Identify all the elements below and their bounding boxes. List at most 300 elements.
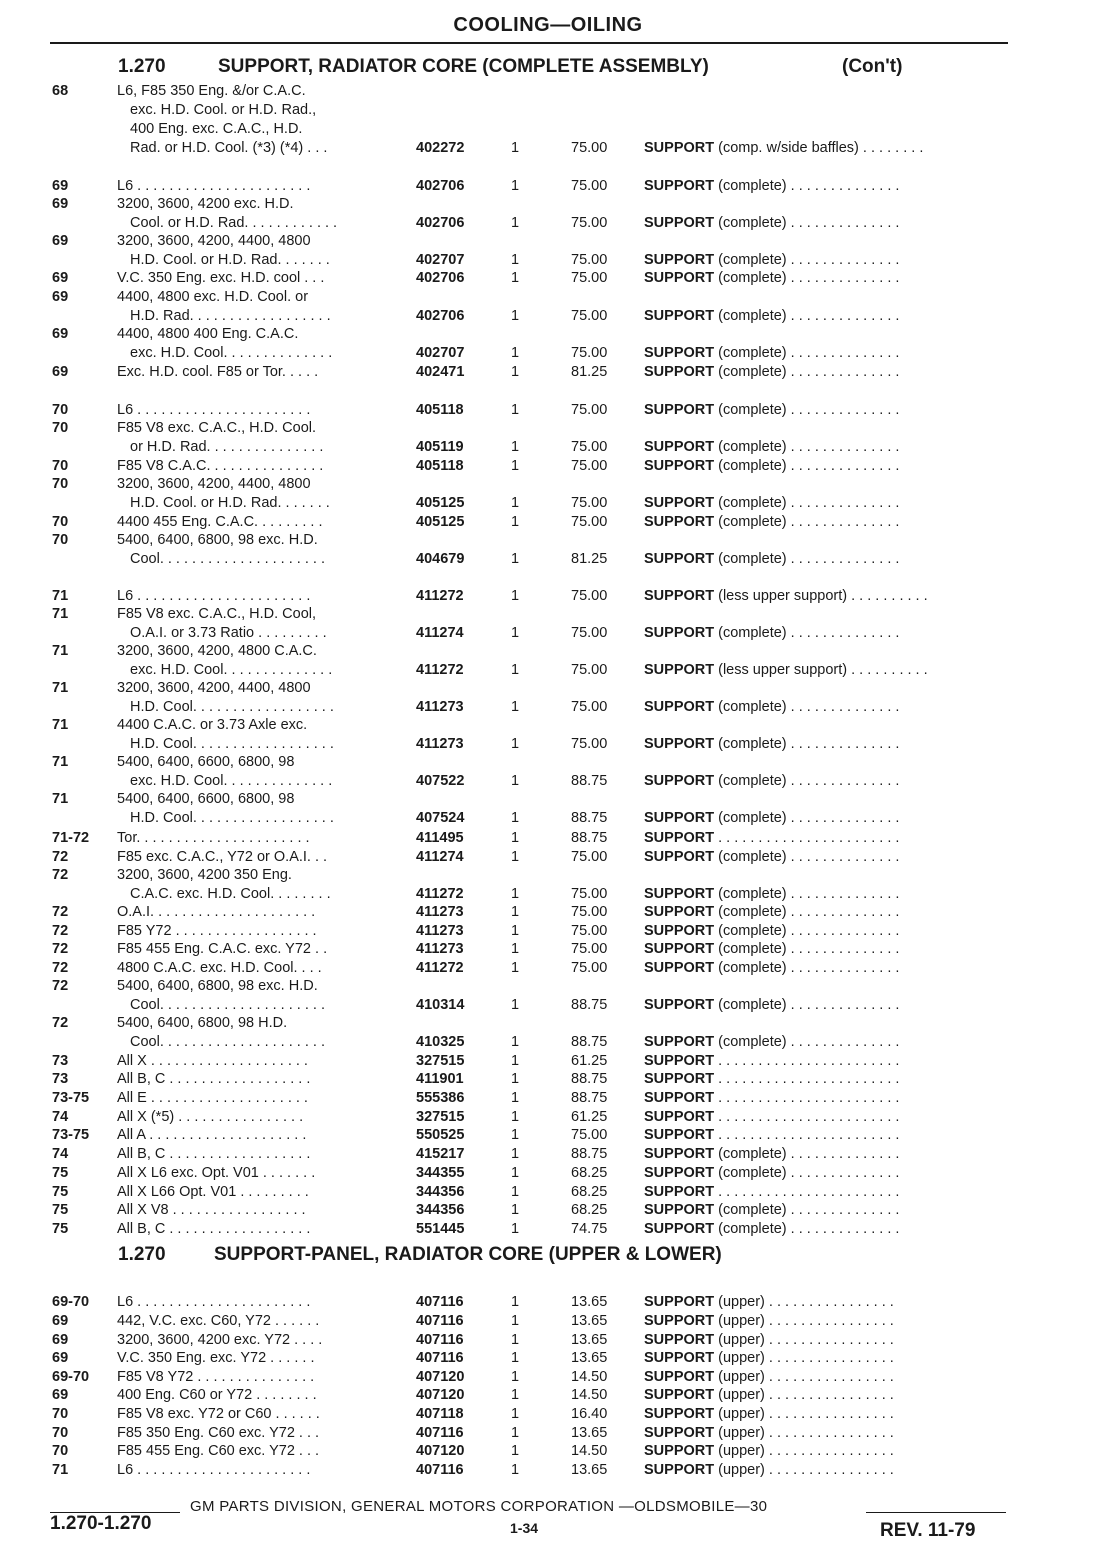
part-name-label: SUPPORT (644, 364, 715, 380)
application: All X V8 . . . . . . . . . . . . . . . . . (117, 1202, 306, 1218)
part-name-label: SUPPORT (644, 810, 715, 826)
quantity: 1 (511, 178, 520, 194)
part-name (644, 1052, 899, 1071)
quantity: 1 (511, 1462, 520, 1478)
application: F85 V8 exc. Y72 or C60 . . . . . . (117, 1406, 320, 1422)
application: 400 Eng. exc. C.A.C., H.D. (130, 121, 303, 137)
part-name-detail: . . . . . . . . . . . . . . . . . . . . . . . (718, 830, 900, 846)
table-row (0, 661, 1096, 680)
part-number: 402706 (416, 270, 465, 286)
model-year: 69 (52, 233, 69, 249)
model-year: 71 (52, 1462, 69, 1478)
price: 16.40 (571, 1406, 608, 1422)
quantity: 1 (511, 662, 520, 678)
table-row (0, 1461, 1096, 1480)
part-number: 411273 (416, 736, 464, 752)
application: 3200, 3600, 4200, 4800 C.A.C. (117, 643, 317, 659)
application: O.A.I. . . . . . . . . . . . . . . . . . . . . (117, 904, 316, 920)
part-name-detail: . . . . . . . . . . . . . . . . . . . . . . . (718, 1053, 900, 1069)
part-number: 410314 (416, 997, 465, 1013)
application: 5400, 6400, 6800, 98 H.D. (117, 1015, 288, 1031)
model-year: 70 (52, 402, 69, 418)
table-row (0, 1089, 1096, 1108)
model-year: 69 (52, 289, 69, 305)
part-name-label: SUPPORT (644, 1406, 715, 1422)
part-number: 327515 (416, 1053, 465, 1069)
quantity: 1 (511, 773, 520, 789)
part-name-detail: (complete) . . . . . . . . . . . . . . (718, 1146, 900, 1162)
part-name-detail: (complete) . . . . . . . . . . . . . . (718, 1221, 900, 1237)
part-name-label: SUPPORT (644, 923, 715, 939)
part-name-label: SUPPORT (644, 252, 715, 268)
part-number: 411273 (416, 699, 464, 715)
part-name-detail: (upper) . . . . . . . . . . . . . . . . (718, 1406, 894, 1422)
application: All X L66 Opt. V01 . . . . . . . . . (117, 1184, 309, 1200)
model-year: 74 (52, 1146, 69, 1162)
part-name (644, 177, 899, 196)
part-name-detail: (upper) . . . . . . . . . . . . . . . . (718, 1462, 894, 1478)
section-title-1 (118, 56, 1018, 80)
price: 14.50 (571, 1369, 608, 1385)
price: 88.75 (571, 1071, 608, 1087)
price: 75.00 (571, 215, 608, 231)
part-name-detail: . . . . . . . . . . . . . . . . . . . . . . . (718, 1071, 900, 1087)
application: 4800 C.A.C. exc. H.D. Cool. . . . (117, 960, 322, 976)
part-name-label: SUPPORT (644, 699, 715, 715)
part-name-detail: (complete) . . . . . . . . . . . . . . (718, 1165, 900, 1181)
part-name-label: SUPPORT (644, 588, 715, 604)
application: 3200, 3600, 4200 exc. Y72 . . . . (117, 1332, 323, 1348)
quantity: 1 (511, 1090, 520, 1106)
part-name-detail: (complete) . . . . . . . . . . . . . . (718, 439, 900, 455)
page-header: COOLING—OILING (453, 14, 643, 36)
application: 4400 C.A.C. or 3.73 Axle exc. (117, 717, 308, 733)
price: 13.65 (571, 1332, 608, 1348)
model-year: 70 (52, 476, 69, 492)
quantity: 1 (511, 1202, 520, 1218)
part-name-detail: . . . . . . . . . . . . . . . . . . . . . . . (718, 1127, 900, 1143)
table-row (0, 753, 1096, 772)
quantity: 1 (511, 625, 520, 641)
part-name-detail: (complete) . . . . . . . . . . . . . . (718, 625, 900, 641)
table-row (0, 1126, 1096, 1145)
part-name-label: SUPPORT (644, 886, 715, 902)
quantity: 1 (511, 588, 520, 604)
price: 61.25 (571, 1109, 608, 1125)
section-heading: SUPPORT, RADIATOR CORE (COMPLETE ASSEMBLY) (218, 56, 709, 77)
part-name (644, 1368, 894, 1387)
part-name-label: SUPPORT (644, 140, 715, 156)
price: 13.65 (571, 1462, 608, 1478)
quantity: 1 (511, 849, 520, 865)
price: 75.00 (571, 308, 608, 324)
part-name-detail: (complete) . . . . . . . . . . . . . . (718, 345, 900, 361)
part-name-detail: (complete) . . . . . . . . . . . . . . (718, 773, 900, 789)
application: H.D. Cool. or H.D. Rad. . . . . . . (130, 495, 330, 511)
price: 75.00 (571, 514, 608, 530)
table-row (0, 1145, 1096, 1164)
part-number: 411901 (416, 1071, 464, 1087)
application: H.D. Cool. . . . . . . . . . . . . . . . . . (130, 810, 334, 826)
part-name-label: SUPPORT (644, 773, 715, 789)
application: L6 . . . . . . . . . . . . . . . . . . . . . . (117, 588, 311, 604)
application: F85 V8 C.A.C. . . . . . . . . . . . . . . (117, 458, 324, 474)
price: 88.75 (571, 810, 608, 826)
part-name-label: SUPPORT (644, 1294, 715, 1310)
table-row (0, 772, 1096, 791)
application: 3200, 3600, 4200 350 Eng. (117, 867, 292, 883)
application: exc. H.D. Cool. . . . . . . . . . . . . . (130, 662, 333, 678)
section-continued: (Con't) (842, 56, 903, 77)
part-number: 411272 (416, 588, 464, 604)
quantity: 1 (511, 345, 520, 361)
table-row (0, 232, 1096, 251)
quantity: 1 (511, 810, 520, 826)
application: 5400, 6400, 6800, 98 exc. H.D. (117, 532, 318, 548)
model-year: 72 (52, 978, 69, 994)
part-name-detail: (complete) . . . . . . . . . . . . . . (718, 402, 900, 418)
part-number: 407120 (416, 1443, 465, 1459)
part-name-detail: (complete) . . . . . . . . . . . . . . (718, 699, 900, 715)
part-name-detail: (complete) . . . . . . . . . . . . . . (718, 270, 900, 286)
table-row (0, 1331, 1096, 1350)
table-row (0, 419, 1096, 438)
model-year: 68 (52, 83, 69, 99)
part-name (644, 587, 928, 606)
application: L6 . . . . . . . . . . . . . . . . . . . . . . (117, 178, 311, 194)
application: Cool. . . . . . . . . . . . . . . . . . . . . (130, 997, 325, 1013)
part-name (644, 1070, 899, 1089)
part-name-label: SUPPORT (644, 1369, 715, 1385)
quantity: 1 (511, 1071, 520, 1087)
part-name-detail: (comp. w/side baffles) . . . . . . . . (718, 140, 924, 156)
part-name (644, 940, 899, 959)
table-row (0, 809, 1096, 828)
quantity: 1 (511, 1146, 520, 1162)
price: 75.00 (571, 662, 608, 678)
part-name-detail: (upper) . . . . . . . . . . . . . . . . (718, 1425, 894, 1441)
part-name (644, 269, 899, 288)
table-row (0, 120, 1096, 139)
table-row (0, 940, 1096, 959)
part-name (644, 1386, 894, 1405)
part-name-detail: (complete) . . . . . . . . . . . . . . (718, 886, 900, 902)
part-number: 402471 (416, 364, 465, 380)
quantity: 1 (511, 941, 520, 957)
application: 4400, 4800 400 Eng. C.A.C. (117, 326, 299, 342)
price: 13.65 (571, 1294, 608, 1310)
table-row (0, 101, 1096, 120)
quantity: 1 (511, 1165, 520, 1181)
part-number: 407116 (416, 1332, 464, 1348)
application: F85 350 Eng. C60 exc. Y72 . . . (117, 1425, 320, 1441)
part-name-detail: (complete) . . . . . . . . . . . . . . (718, 1034, 900, 1050)
quantity: 1 (511, 551, 520, 567)
part-name (644, 457, 899, 476)
quantity: 1 (511, 1425, 520, 1441)
price: 75.00 (571, 923, 608, 939)
part-name (644, 401, 899, 420)
part-name-label: SUPPORT (644, 439, 715, 455)
price: 75.00 (571, 960, 608, 976)
quantity: 1 (511, 1034, 520, 1050)
part-name (644, 1293, 894, 1312)
part-number: 402707 (416, 252, 465, 268)
model-year: 69 (52, 364, 69, 380)
application: L6, F85 350 Eng. &/or C.A.C. (117, 83, 306, 99)
part-name-detail: (complete) . . . . . . . . . . . . . . (718, 960, 900, 976)
table-row (0, 531, 1096, 550)
application: F85 Y72 . . . . . . . . . . . . . . . . . . (117, 923, 317, 939)
part-name-detail: (upper) . . . . . . . . . . . . . . . . (718, 1387, 894, 1403)
table-row (0, 1386, 1096, 1405)
application: All X . . . . . . . . . . . . . . . . . . . . (117, 1053, 308, 1069)
part-name (644, 1201, 899, 1220)
part-number: 411272 (416, 662, 464, 678)
part-name-label: SUPPORT (644, 1443, 715, 1459)
part-name-detail: (less upper support) . . . . . . . . . . (718, 588, 928, 604)
table-row (0, 251, 1096, 270)
part-name-label: SUPPORT (644, 345, 715, 361)
part-name (644, 1183, 899, 1202)
table-row (0, 1070, 1096, 1089)
part-number: 407116 (416, 1294, 464, 1310)
part-name-detail: (complete) . . . . . . . . . . . . . . (718, 215, 900, 231)
part-number: 405125 (416, 514, 465, 530)
part-name (644, 550, 899, 569)
application: All E . . . . . . . . . . . . . . . . . . . . (117, 1090, 308, 1106)
part-number: 405119 (416, 439, 464, 455)
part-name (644, 1164, 899, 1183)
table-row (0, 735, 1096, 754)
part-name-detail: (upper) . . . . . . . . . . . . . . . . (718, 1369, 894, 1385)
application: All B, C . . . . . . . . . . . . . . . . . . (117, 1221, 311, 1237)
part-name-detail: (complete) . . . . . . . . . . . . . . (718, 849, 900, 865)
model-year: 75 (52, 1165, 69, 1181)
part-name (644, 1312, 894, 1331)
quantity: 1 (511, 1127, 520, 1143)
part-number: 402706 (416, 215, 465, 231)
model-year: 69 (52, 196, 69, 212)
part-name-detail: (complete) . . . . . . . . . . . . . . (718, 810, 900, 826)
model-year: 70 (52, 458, 69, 474)
model-year: 73 (52, 1071, 69, 1087)
part-name (644, 698, 899, 717)
application: Tor. . . . . . . . . . . . . . . . . . . . . . (117, 830, 310, 846)
part-name-detail: (complete) . . . . . . . . . . . . . . (718, 551, 900, 567)
table-row (0, 325, 1096, 344)
application: F85 455 Eng. C60 exc. Y72 . . . (117, 1443, 320, 1459)
price: 75.00 (571, 886, 608, 902)
part-name-label: SUPPORT (644, 1221, 715, 1237)
part-number: 402707 (416, 345, 465, 361)
footer-revision: REV. 11-79 (880, 1520, 976, 1541)
model-year: 72 (52, 941, 69, 957)
quantity: 1 (511, 1350, 520, 1366)
price: 75.00 (571, 849, 608, 865)
model-year: 69 (52, 1387, 69, 1403)
model-year: 71 (52, 588, 69, 604)
part-name (644, 307, 899, 326)
price: 75.00 (571, 495, 608, 511)
part-name-label: SUPPORT (644, 1053, 715, 1069)
table-row (0, 679, 1096, 698)
part-number: 344356 (416, 1184, 465, 1200)
quantity: 1 (511, 140, 520, 156)
part-name (644, 1108, 899, 1127)
quantity: 1 (511, 495, 520, 511)
part-number: 551445 (416, 1221, 465, 1237)
part-name (644, 735, 899, 754)
header-rule (50, 42, 1008, 44)
part-number: 411274 (416, 849, 464, 865)
part-name-label: SUPPORT (644, 997, 715, 1013)
part-name-label: SUPPORT (644, 1387, 715, 1403)
part-name (644, 1126, 899, 1145)
quantity: 1 (511, 960, 520, 976)
quantity: 1 (511, 308, 520, 324)
part-name-label: SUPPORT (644, 551, 715, 567)
model-year: 71 (52, 643, 69, 659)
quantity: 1 (511, 364, 520, 380)
part-name-detail: . . . . . . . . . . . . . . . . . . . . . . . (718, 1090, 900, 1106)
application: C.A.C. exc. H.D. Cool. . . . . . . . (130, 886, 331, 902)
model-year: 75 (52, 1221, 69, 1237)
model-year: 73-75 (52, 1090, 90, 1106)
footer-rule-right (866, 1512, 1006, 1513)
quantity: 1 (511, 1053, 520, 1069)
price: 75.00 (571, 588, 608, 604)
part-number: 555386 (416, 1090, 465, 1106)
part-name (644, 922, 899, 941)
part-number: 411272 (416, 960, 464, 976)
part-name-detail: (complete) . . . . . . . . . . . . . . (718, 904, 900, 920)
part-name (644, 438, 899, 457)
application: H.D. Cool. . . . . . . . . . . . . . . . . . (130, 699, 334, 715)
part-name-label: SUPPORT (644, 1462, 715, 1478)
table-row (0, 363, 1096, 382)
model-year: 70 (52, 514, 69, 530)
application: L6 . . . . . . . . . . . . . . . . . . . . . . (117, 1462, 311, 1478)
quantity: 1 (511, 270, 520, 286)
table-row (0, 1164, 1096, 1183)
part-name (644, 214, 899, 233)
part-name (644, 903, 899, 922)
table-row (0, 475, 1096, 494)
quantity: 1 (511, 699, 520, 715)
table-row (0, 922, 1096, 941)
application: L6 . . . . . . . . . . . . . . . . . . . . . . (117, 1294, 311, 1310)
part-name-label: SUPPORT (644, 1184, 715, 1200)
application: V.C. 350 Eng. exc. H.D. cool . . . (117, 270, 325, 286)
table-row (0, 344, 1096, 363)
part-number: 327515 (416, 1109, 465, 1125)
table-row (0, 829, 1096, 848)
part-number: 402706 (416, 308, 465, 324)
price: 13.65 (571, 1313, 608, 1329)
part-name (644, 363, 899, 382)
model-year: 71-72 (52, 830, 90, 846)
table-row (0, 1424, 1096, 1443)
application: F85 exc. C.A.C., Y72 or O.A.I. . . (117, 849, 328, 865)
quantity: 1 (511, 886, 520, 902)
quantity: 1 (511, 514, 520, 530)
price: 74.75 (571, 1221, 608, 1237)
table-row (0, 1052, 1096, 1071)
part-name-label: SUPPORT (644, 1165, 715, 1181)
part-name-label: SUPPORT (644, 830, 715, 846)
application: F85 V8 exc. C.A.C., H.D. Cool. (117, 420, 317, 436)
price: 88.75 (571, 997, 608, 1013)
application: O.A.I. or 3.73 Ratio . . . . . . . . . (130, 625, 327, 641)
part-name-label: SUPPORT (644, 402, 715, 418)
price: 75.00 (571, 458, 608, 474)
application: or H.D. Rad. . . . . . . . . . . . . . . (130, 439, 324, 455)
model-year: 71 (52, 791, 69, 807)
model-year: 69 (52, 326, 69, 342)
quantity: 1 (511, 1406, 520, 1422)
table-row (0, 1108, 1096, 1127)
quantity: 1 (511, 458, 520, 474)
part-name-label: SUPPORT (644, 904, 715, 920)
part-name (644, 513, 899, 532)
price: 75.00 (571, 439, 608, 455)
table-row (0, 1183, 1096, 1202)
quantity: 1 (511, 1332, 520, 1348)
part-name-label: SUPPORT (644, 1071, 715, 1087)
model-year: 69-70 (52, 1294, 90, 1310)
table-row (0, 903, 1096, 922)
part-name-label: SUPPORT (644, 1109, 715, 1125)
part-name-label: SUPPORT (644, 849, 715, 865)
quantity: 1 (511, 736, 520, 752)
application: 3200, 3600, 4200, 4400, 4800 (117, 476, 311, 492)
section-number: 1.270 (118, 1244, 166, 1265)
part-number: 344355 (416, 1165, 465, 1181)
model-year: 69 (52, 178, 69, 194)
section-number: 1.270 (118, 56, 166, 77)
part-number: 410325 (416, 1034, 465, 1050)
part-name (644, 772, 899, 791)
part-number: 407120 (416, 1387, 465, 1403)
table-row (0, 587, 1096, 606)
table-row (0, 1312, 1096, 1331)
price: 75.00 (571, 270, 608, 286)
table-row (0, 790, 1096, 809)
part-name-label: SUPPORT (644, 1425, 715, 1441)
part-name (644, 829, 899, 848)
section-title-2 (118, 1244, 1018, 1268)
part-name (644, 959, 899, 978)
part-number: 550525 (416, 1127, 465, 1143)
quantity: 1 (511, 923, 520, 939)
part-name-label: SUPPORT (644, 308, 715, 324)
part-name (644, 885, 899, 904)
application: 3200, 3600, 4200 exc. H.D. (117, 196, 294, 212)
part-number: 405118 (416, 458, 464, 474)
table-row (0, 1405, 1096, 1424)
part-name (644, 1220, 899, 1239)
part-name-detail: (complete) . . . . . . . . . . . . . . (718, 458, 900, 474)
application: V.C. 350 Eng. exc. Y72 . . . . . . (117, 1350, 315, 1366)
part-name-detail: (complete) . . . . . . . . . . . . . . (718, 252, 900, 268)
model-year: 70 (52, 1443, 69, 1459)
table-row (0, 1014, 1096, 1033)
part-name-label: SUPPORT (644, 736, 715, 752)
model-year: 70 (52, 1425, 69, 1441)
price: 14.50 (571, 1443, 608, 1459)
part-number: 404679 (416, 551, 465, 567)
